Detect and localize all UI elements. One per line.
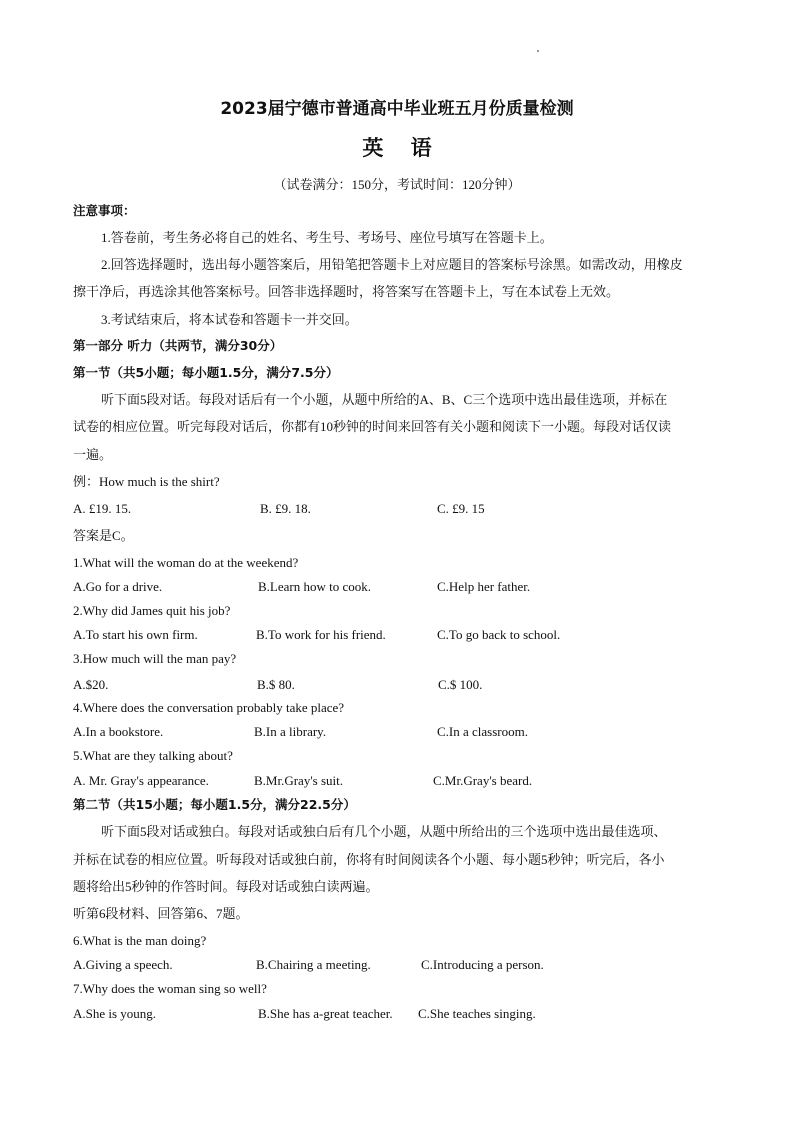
question-5-option-c: C.Mr.Gray's beard.: [433, 773, 533, 788]
section1-heading: 第一节（共5小题；每小题1.5分，满分7.5分）: [73, 365, 339, 380]
question-3-option-b: B.$ 80.: [257, 677, 295, 692]
section1-instruction-line-3: 一遍。: [73, 447, 113, 462]
question-6-option-c: C.Introducing a person.: [421, 957, 544, 972]
question-1-option-b: B.Learn how to cook.: [258, 579, 372, 594]
question-4-option-a: A.In a bookstore.: [73, 724, 164, 739]
example-option-b: B. £9. 18.: [260, 501, 311, 516]
notice-item-3: 3.考试结束后，将本试卷和答题卡一并交回。: [101, 312, 358, 327]
question-1: 1.What will the woman do at the weekend?: [73, 555, 299, 570]
example-option-a: A. £19. 15.: [73, 501, 132, 516]
scan-dot: [537, 50, 539, 52]
section2-heading: 第二节（共15小题；每小题1.5分，满分22.5分）: [73, 797, 356, 812]
question-6-option-b: B.Chairing a meeting.: [256, 957, 371, 972]
question-5-option-b: B.Mr.Gray's suit.: [254, 773, 344, 788]
question-1-option-c: C.Help her father.: [437, 579, 531, 594]
example-option-c: C. £9. 15: [437, 501, 485, 516]
exam-info: （试卷满分：150分，考试时间：120分钟）: [273, 177, 521, 192]
material-6-note: 听第6段材料、回答第6、7题。: [73, 906, 249, 921]
example-answer: 答案是C。: [73, 528, 134, 543]
question-4-option-c: C.In a classroom.: [437, 724, 528, 739]
section2-instruction-line-2: 并标在试卷的相应位置。听每段对话或独白前，你将有时间阅读各个小题、每小题5秒钟；听完后，各小: [73, 852, 665, 867]
section1-instruction-line-2: 试卷的相应位置。听完每段对话后，你都有10秒钟的时间来回答有关小题和阅读下一小题。每段对话仅读: [73, 419, 672, 434]
question-2: 2.Why did James quit his job?: [73, 603, 231, 618]
question-1-option-a: A.Go for a drive.: [73, 579, 163, 594]
question-7-option-a: A.She is young.: [73, 1006, 157, 1021]
question-2-option-c: C.To go back to school.: [437, 627, 561, 642]
question-7-option-c: C.She teaches singing.: [418, 1006, 536, 1021]
question-5: 5.What are they talking about?: [73, 748, 233, 763]
question-6: 6.What is the man doing?: [73, 933, 207, 948]
exam-subject: 英 语: [362, 136, 442, 160]
section2-instruction-line-3: 题将给出5秒钟的作答时间。每段对话或独白读两遍。: [73, 879, 379, 894]
section2-instruction-line-1: 听下面5段对话或独白。每段对话或独白后有几个小题，从题中所给出的三个选项中选出最佳选项、: [101, 824, 667, 839]
question-3-option-c: C.$ 100.: [438, 677, 483, 692]
section1-instruction-line-1: 听下面5段对话。每段对话后有一个小题，从题中所给的A、B、C三个选项中选出最佳选项，并标在: [101, 392, 668, 407]
part1-heading: 第一部分 听力（共两节，满分30分）: [73, 338, 283, 353]
question-3-option-a: A.$20.: [73, 677, 109, 692]
notice-heading: 注意事项：: [73, 203, 136, 218]
question-7: 7.Why does the woman sing so well?: [73, 981, 267, 996]
notice-item-2-line-1: 2.回答选择题时，选出每小题答案后，用铅笔把答题卡上对应题目的答案标号涂黑。如需改动，用橡皮: [101, 257, 683, 272]
question-7-option-b: B.She has a-great teacher.: [258, 1006, 393, 1021]
question-3: 3.How much will the man pay?: [73, 651, 237, 666]
question-2-option-b: B.To work for his friend.: [256, 627, 386, 642]
question-4: 4.Where does the conversation probably take place?: [73, 700, 345, 715]
question-2-option-a: A.To start his own firm.: [73, 627, 198, 642]
question-6-option-a: A.Giving a speech.: [73, 957, 173, 972]
question-4-option-b: B.In a library.: [254, 724, 327, 739]
exam-title: 2023届宁德市普通高中毕业班五月份质量检测: [220, 99, 574, 119]
question-5-option-a: A. Mr. Gray's appearance.: [73, 773, 209, 788]
example-question: 例：How much is the shirt?: [73, 474, 220, 489]
notice-item-1: 1.答卷前，考生务必将自己的姓名、考生号、考场号、座位号填写在答题卡上。: [101, 230, 553, 245]
notice-item-2-line-2: 擦干净后，再选涂其他答案标号。回答非选择题时，将答案写在答题卡上，写在本试卷上无效。: [73, 284, 620, 299]
